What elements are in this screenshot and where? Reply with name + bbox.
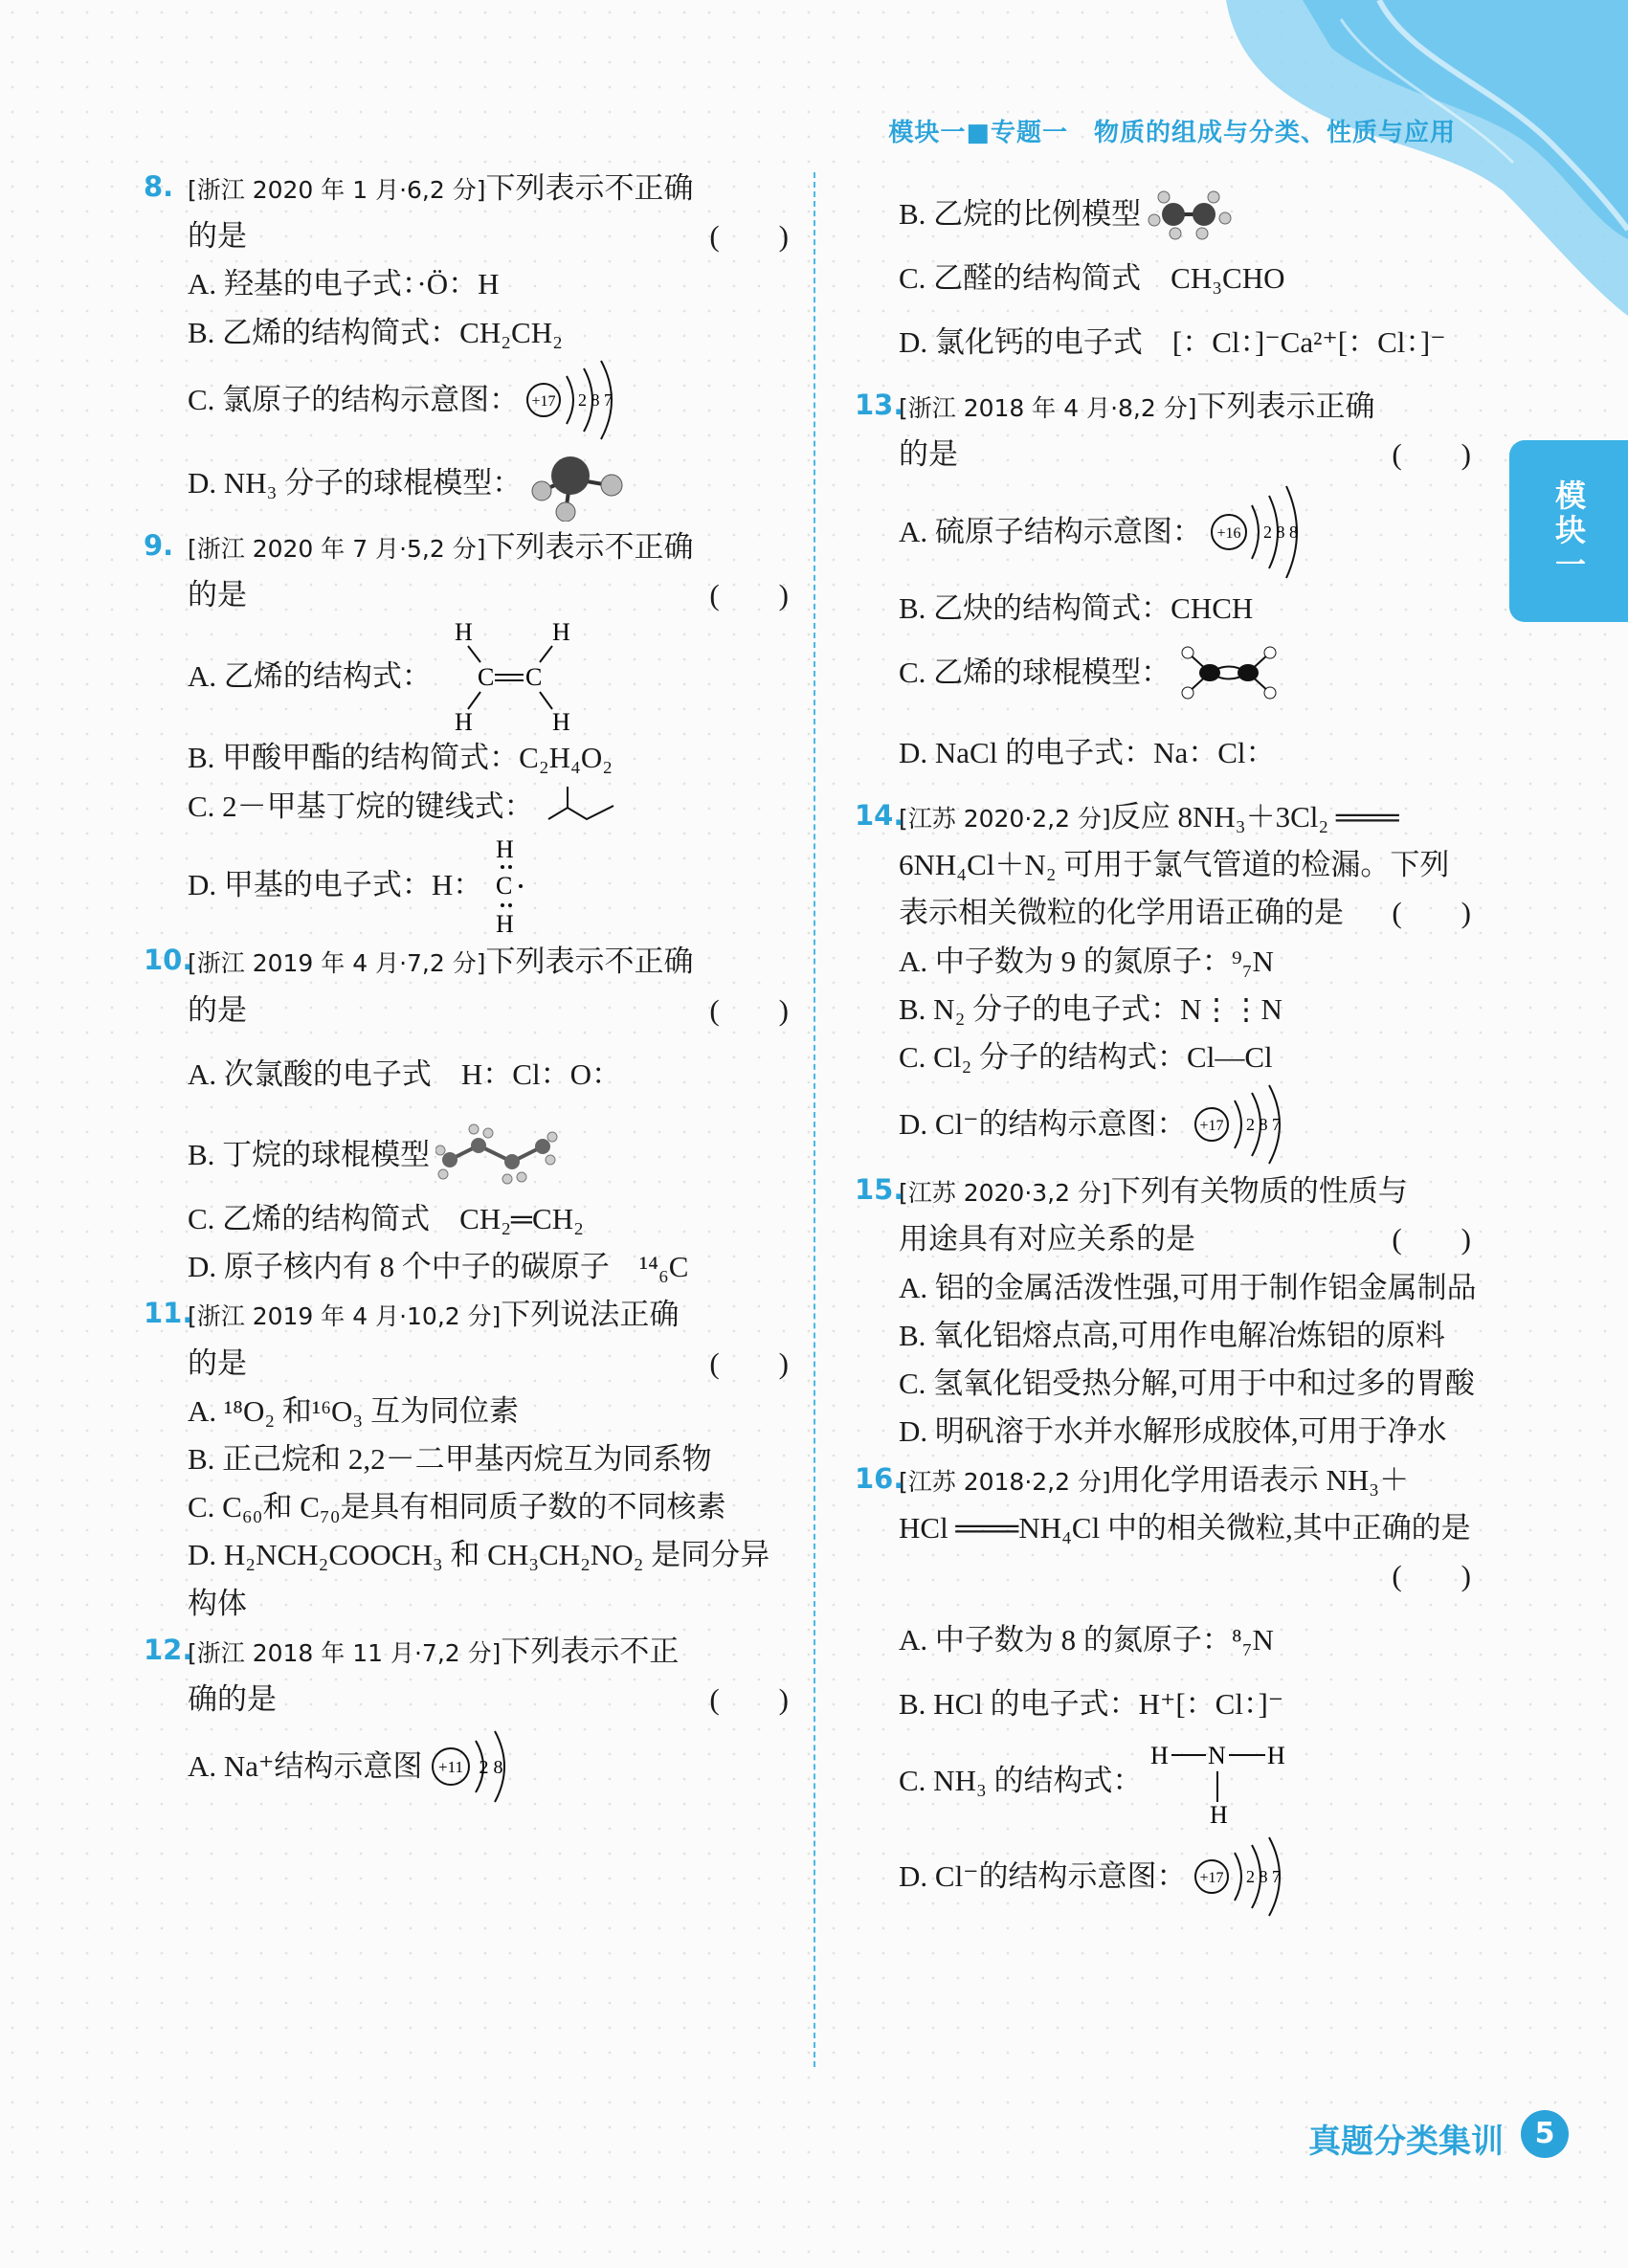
question-15 <box>855 1167 1477 1456</box>
question-12-continued <box>855 174 1477 383</box>
question-stem-cont: 的是 <box>188 219 247 254</box>
answer-blank[interactable]: ( ) <box>709 1682 789 1717</box>
option-b[interactable] <box>855 174 1477 255</box>
option-d-text: D. Cl⁻的结构示意图： <box>899 1107 1187 1142</box>
question-stem-cont: 确的是 <box>188 1682 277 1717</box>
option-c[interactable]: C. 乙醛的结构简式 CH₃CHO <box>899 261 1285 295</box>
option-a[interactable]: A. 中子数为 9 的氮原子：⁹₇N <box>899 944 1274 978</box>
option-d[interactable] <box>855 1834 1477 1920</box>
option-a[interactable]: A. 铝的金属活泼性强,可用于制作铝金属制品 <box>899 1270 1477 1304</box>
question-stem: 下列表示不正 <box>501 1634 680 1668</box>
question-8 <box>144 165 794 523</box>
option-d-text: D. Cl⁻的结构示意图： <box>899 1859 1187 1894</box>
option-d[interactable]: D. H₂NCH₂COOCH₃ 和 CH₃CH₂NO₂ 是同分异构体 <box>188 1538 770 1620</box>
question-16 <box>855 1456 1477 1921</box>
option-b[interactable]: B. 氧化铝熔点高,可用作电解冶炼铝的原料 <box>899 1318 1445 1352</box>
question-source: [浙江 2020 年 7 月·5,2 分] <box>188 534 486 563</box>
question-stem-cont: HCl ═══NH₄Cl 中的相关微粒,其中正确的是 <box>899 1510 1471 1545</box>
option-b[interactable]: B. 甲酸甲酯的结构简式：C₂H₄O₂ <box>188 741 613 775</box>
header-title: 模块一■专题一 物质的组成与分类、性质与应用 <box>888 119 1456 147</box>
option-c[interactable]: C. C₆₀和 C₇₀是具有相同质子数的不同核素 <box>188 1490 726 1524</box>
option-c-text: C. 氯原子的结构示意图： <box>188 382 520 416</box>
option-a[interactable] <box>855 479 1477 585</box>
atom-h: H <box>1149 1742 1169 1770</box>
option-b[interactable]: B. HCl 的电子式：H⁺[：Cl：]⁻ <box>899 1687 1284 1722</box>
option-d[interactable]: D. NaCl 的电子式：Na：Cl： <box>899 735 1276 769</box>
option-a-text: A. 乙烯的结构式： <box>188 659 432 694</box>
option-d-text: D. 甲基的电子式：H： <box>188 868 483 902</box>
question-9 <box>144 523 794 939</box>
shell-electrons-label: 2 8 <box>479 1757 503 1779</box>
nh3-ball-stick-model <box>527 445 633 522</box>
question-stem-cont: 6NH₄Cl＋N₂ 可用于氯气管道的检漏。下列 <box>899 848 1450 882</box>
right-column <box>855 174 1477 1920</box>
question-stem: 下列表示不正确 <box>485 171 694 205</box>
atom-h: H <box>1266 1742 1285 1770</box>
option-a[interactable]: A. 羟基的电子式：·Ö：H <box>188 267 500 301</box>
question-stem: 下列说法正确 <box>501 1298 680 1332</box>
option-d[interactable] <box>144 833 794 938</box>
option-d[interactable]: D. 明矾溶于水并水解形成胶体,可用于净水 <box>899 1414 1447 1449</box>
answer-blank[interactable]: ( ) <box>709 992 789 1027</box>
answer-blank[interactable]: ( ) <box>709 219 789 254</box>
option-c[interactable]: C. 乙烯的结构简式 CH₂═CH₂ <box>188 1201 584 1235</box>
question-source: [浙江 2018 年 4 月·8,2 分] <box>899 394 1197 423</box>
question-number: 10. <box>144 944 193 977</box>
nucleus-label: +17 <box>1199 1118 1224 1135</box>
left-column <box>144 165 794 1810</box>
question-number: 9. <box>144 528 174 562</box>
option-d[interactable]: D. 氯化钙的电子式 [：Cl：]⁻Ca²⁺[：Cl：]⁻ <box>899 325 1446 360</box>
question-number: 12. <box>144 1633 193 1666</box>
option-b[interactable]: B. N₂ 分子的电子式：N⋮⋮N <box>899 991 1282 1026</box>
answer-blank[interactable]: ( ) <box>709 1345 789 1380</box>
question-stem: 用化学用语表示 NH₃＋ <box>1110 1462 1410 1497</box>
question-stem-cont: 的是 <box>899 437 958 472</box>
option-d-text: D. NH₃ 分子的球棍模型： <box>188 465 523 500</box>
answer-blank[interactable]: ( ) <box>709 578 789 612</box>
nucleus-label: +17 <box>531 392 556 410</box>
shell-electrons-label: 2 8 7 <box>578 389 613 410</box>
question-12 <box>144 1628 794 1810</box>
nucleus-label: +17 <box>1199 1870 1224 1887</box>
option-c[interactable]: C. 氢氧化铝受热分解,可用于中和过多的胃酸 <box>899 1367 1475 1401</box>
option-b[interactable]: B. 正己烷和 2,2－二甲基丙烷互为同系物 <box>188 1441 712 1476</box>
option-c-text: C. 乙烯的球棍模型： <box>899 655 1171 689</box>
chloride-ion-diagram <box>1193 1081 1298 1167</box>
question-source: [浙江 2019 年 4 月·10,2 分] <box>188 1302 502 1331</box>
question-number: 14. <box>855 798 904 832</box>
atom-h: H <box>454 619 473 647</box>
option-a[interactable]: A. ¹⁸O₂ 和¹⁶O₃ 互为同位素 <box>188 1393 519 1428</box>
page-number: 5 <box>1521 2110 1569 2158</box>
option-b-text: B. 乙烷的比例模型 <box>899 196 1142 231</box>
question-stem-cont: 的是 <box>188 1345 247 1380</box>
question-number: 16. <box>855 1461 904 1495</box>
question-10 <box>144 938 794 1291</box>
nh3-structural-formula <box>1149 1733 1292 1829</box>
shell-electrons-label: 2 8 7 <box>1245 1115 1281 1135</box>
question-stem: 下列表示不正确 <box>485 529 694 564</box>
atom-h: H <box>454 708 473 735</box>
question-13 <box>855 383 1477 793</box>
atom-c: C <box>524 663 543 692</box>
ethylene-ball-stick-model <box>1176 639 1282 706</box>
question-number: 11. <box>144 1297 193 1330</box>
atom-h: H <box>496 910 515 939</box>
question-11 <box>144 1291 794 1628</box>
option-a[interactable]: A. 中子数为 8 的氮原子：⁸₇N <box>899 1623 1274 1657</box>
question-stem-cont: 的是 <box>188 992 247 1027</box>
column-divider <box>814 172 815 2067</box>
option-a[interactable] <box>144 1723 794 1810</box>
atom-h: H <box>551 708 570 735</box>
chloride-ion-diagram <box>1193 1834 1298 1920</box>
option-c[interactable]: C. Cl₂ 分子的结构式：Cl—Cl <box>899 1039 1273 1074</box>
question-stem-cont: 表示相关微粒的化学用语正确的是 <box>899 896 1344 930</box>
answer-blank[interactable]: ( ) <box>1392 1558 1471 1592</box>
option-c[interactable] <box>144 357 794 443</box>
sodium-ion-diagram <box>428 1723 524 1810</box>
module-side-tab-label: 模块一 <box>1550 479 1587 583</box>
chlorine-atom-diagram <box>524 357 630 443</box>
question-source: [浙江 2019 年 4 月·7,2 分] <box>188 949 486 978</box>
answer-blank[interactable]: ( ) <box>1392 1222 1471 1256</box>
question-number: 8. <box>144 170 174 203</box>
ethane-space-filling-model <box>1147 186 1233 243</box>
question-source: [浙江 2020 年 1 月·6,2 分] <box>188 176 486 204</box>
question-stem: 反应 8NH₃＋3Cl₂ ═══ <box>1110 799 1399 834</box>
methyl-electron-formula <box>488 833 526 938</box>
answer-blank[interactable]: ( ) <box>1392 896 1471 930</box>
question-source: [江苏 2018·2,2 分] <box>899 1467 1111 1496</box>
option-d[interactable] <box>855 1081 1477 1167</box>
option-a-text: A. Na⁺结构示意图 <box>188 1749 423 1784</box>
question-source: [江苏 2020·2,2 分] <box>899 804 1111 833</box>
option-b[interactable] <box>144 1115 794 1195</box>
atom-n: N <box>1207 1742 1226 1770</box>
atom-c: C <box>477 663 495 692</box>
option-c[interactable] <box>144 783 794 834</box>
question-stem: 下列表示正确 <box>1196 389 1375 424</box>
question-source: [江苏 2020·3,2 分] <box>899 1179 1111 1208</box>
question-stem-cont: 的是 <box>188 578 247 612</box>
2-methylbutane-skeletal <box>546 785 623 833</box>
question-source: [浙江 2018 年 11 月·7,2 分] <box>188 1638 502 1667</box>
atom-c: C <box>496 872 513 901</box>
nucleus-label: +16 <box>1216 524 1241 542</box>
option-a[interactable]: A. 次氯酸的电子式 H：Cl：O： <box>188 1056 621 1091</box>
option-a[interactable] <box>144 619 794 734</box>
atom-h: H <box>551 619 570 647</box>
option-c[interactable] <box>855 633 1477 713</box>
option-b[interactable]: B. 乙炔的结构简式：CHCH <box>899 590 1254 625</box>
sulfur-atom-diagram <box>1208 484 1313 580</box>
question-number: 15. <box>855 1173 904 1207</box>
answer-blank[interactable]: ( ) <box>1392 437 1471 472</box>
option-c[interactable] <box>855 1728 1477 1834</box>
option-b-text: B. 丁烷的球棍模型 <box>188 1137 431 1171</box>
question-stem: 下列有关物质的性质与 <box>1110 1174 1408 1209</box>
atom-h: H <box>496 835 515 864</box>
butane-ball-stick-model <box>435 1122 560 1189</box>
question-number: 13. <box>855 389 904 422</box>
shell-electrons-label: 2 8 7 <box>1245 1867 1281 1887</box>
nucleus-label: +11 <box>438 1758 464 1777</box>
shell-electrons-label: 2 8 8 <box>1262 522 1298 542</box>
option-c-text: C. 2－甲基丁烷的键线式： <box>188 789 534 823</box>
option-c-text: C. NH₃ 的结构式： <box>899 1764 1143 1798</box>
option-d[interactable]: D. 原子核内有 8 个中子的碳原子 ¹⁴₆C <box>188 1250 689 1284</box>
module-side-tab[interactable] <box>1509 440 1628 622</box>
question-14 <box>855 793 1477 1167</box>
question-stem-cont: 用途具有对应关系的是 <box>899 1222 1195 1256</box>
atom-h: H <box>1209 1801 1228 1830</box>
option-b[interactable]: B. 乙烯的结构简式：CH₂CH₂ <box>188 315 563 349</box>
question-stem: 下列表示不正确 <box>485 945 694 979</box>
option-d[interactable] <box>144 443 794 523</box>
option-a-text: A. 硫原子结构示意图： <box>899 514 1202 548</box>
ethylene-structural-formula <box>437 619 581 734</box>
footer-title: 真题分类集训 <box>1308 2123 1504 2161</box>
